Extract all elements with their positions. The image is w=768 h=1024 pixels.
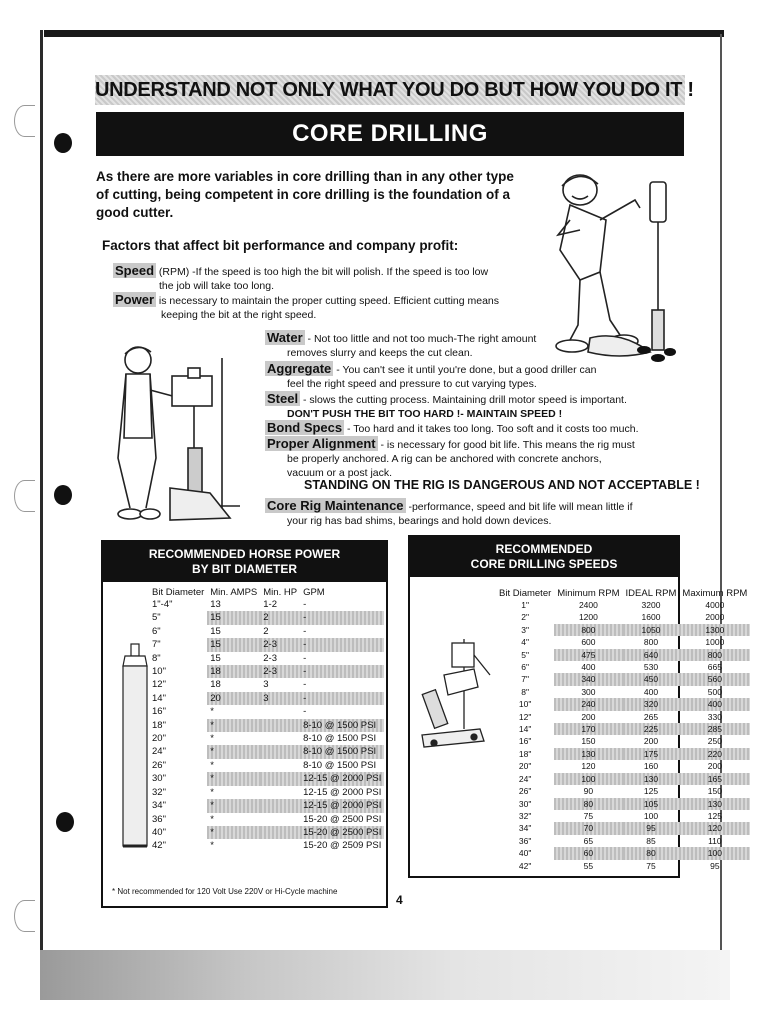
table-row	[496, 810, 750, 822]
table-cell: 60	[554, 847, 622, 859]
table-cell: 800	[643, 637, 659, 648]
table-cell: 12-15 @ 2000 PSI	[300, 772, 384, 785]
table-cell: 170	[554, 723, 622, 735]
table-cell: 20"	[152, 733, 166, 745]
horse-power-footnote: * Not recommended for 120 Volt Use 220V or Hi-Cycle machine	[112, 887, 338, 896]
table-cell	[260, 759, 300, 772]
factor-power: Power is necessary to maintain the proper cutting speed. Efficient cutting means keeping the bit at the right speed.	[115, 292, 500, 321]
table-row	[149, 772, 384, 785]
table-cell: 1-2	[263, 599, 277, 610]
table-cell: 150	[707, 786, 722, 797]
table-row	[496, 760, 750, 772]
drilling-speeds-panel-title: RECOMMENDED CORE DRILLING SPEEDS	[410, 537, 678, 577]
table-row	[149, 839, 384, 852]
table-cell: 1600	[641, 612, 661, 623]
table-cell: 24"	[518, 773, 532, 784]
factor-steel: Steel - slows the cutting process. Maintaining drill motor speed is important. DON'T PUSH THE BIT TOO HARD !- MAINTAIN SPEED !	[267, 391, 627, 420]
table-cell: 1050	[623, 624, 680, 636]
table-cell	[260, 813, 300, 826]
factor-core-rig-maintenance: Core Rig Maintenance -performance, speed and bit life will mean little if your rig has bad shims, bearings and hold down devices.	[267, 498, 633, 527]
table-cell	[260, 826, 300, 839]
table-cell: 80	[623, 847, 680, 859]
table-row	[496, 860, 750, 872]
binder-hole-middle	[54, 485, 72, 505]
table-cell: 800	[554, 624, 622, 636]
table-cell: 200	[707, 761, 722, 772]
table-cell: 65	[583, 835, 594, 846]
table-row	[149, 759, 384, 772]
table-cell: 15	[210, 652, 221, 664]
table-cell: 14"	[152, 692, 166, 704]
table-row	[149, 598, 384, 611]
table-cell: 15	[207, 638, 260, 651]
table-cell	[260, 772, 300, 785]
table-row	[149, 813, 384, 826]
table-cell	[260, 786, 300, 799]
table-cell: 225	[623, 723, 680, 735]
table-cell: 1"-4"	[152, 599, 173, 610]
table-cell: 300	[581, 686, 596, 697]
table-row	[149, 678, 384, 691]
table-cell: 3	[260, 692, 300, 705]
table-cell: -	[303, 706, 307, 718]
table-cell: 75	[646, 860, 656, 871]
table-cell: 70	[554, 822, 622, 834]
table-header-row	[149, 588, 384, 598]
table-cell: 26"	[152, 759, 166, 771]
table-cell: 3200	[641, 600, 661, 610]
factor-speed: Speed (RPM) -If the speed is too high the bit will polish. If the speed is too low the job will take too long.	[115, 263, 489, 292]
factor-term: Proper Alignment	[267, 436, 376, 451]
table-row	[496, 649, 750, 661]
table-cell: 2-3	[263, 652, 277, 664]
table-cell: *	[210, 840, 214, 852]
table-cell: 2-3	[260, 638, 300, 651]
table-row	[496, 686, 750, 698]
table-cell: 130	[623, 773, 680, 785]
table-cell: 8"	[521, 686, 529, 697]
table-cell: 500	[707, 686, 722, 697]
table-cell: 3"	[521, 624, 529, 635]
table-row	[496, 735, 750, 747]
table-cell: 2400	[578, 600, 598, 610]
table-cell: 120	[679, 822, 750, 834]
column-header: Minimum RPM	[557, 588, 620, 599]
table-cell: *	[207, 772, 260, 785]
table-cell: 475	[554, 649, 622, 661]
table-cell: 85	[646, 835, 656, 846]
table-cell: 3	[263, 679, 269, 691]
table-cell: 665	[707, 662, 722, 673]
core-bit-icon	[117, 642, 153, 852]
table-cell: 13	[210, 599, 221, 610]
page-number: 4	[396, 893, 403, 907]
column-header: IDEAL RPM	[625, 588, 677, 599]
table-cell: 15-20 @ 2509 PSI	[303, 840, 382, 852]
drilling-speeds-table	[496, 589, 750, 872]
table-cell: 600	[581, 637, 596, 648]
table-cell: *	[210, 706, 214, 718]
table-row	[496, 611, 750, 623]
factors-heading: Factors that affect bit performance and company profit:	[102, 238, 459, 253]
table-cell: -	[300, 638, 384, 651]
table-cell	[260, 799, 300, 812]
table-cell: 175	[623, 748, 680, 760]
table-cell	[260, 732, 300, 745]
scan-shadow-band	[40, 950, 730, 1000]
table-cell: 16"	[152, 706, 166, 718]
table-row	[496, 798, 750, 810]
factor-aggregate: Aggregate - You can't see it until you're done, but a good driller can feel the right speed and pressure to cut varying types.	[267, 361, 597, 390]
table-row	[496, 822, 750, 834]
table-cell: 130	[679, 798, 750, 810]
table-cell: 15-20 @ 2500 PSI	[303, 813, 382, 825]
binder-hole-bottom	[56, 812, 74, 832]
table-cell: 34"	[518, 823, 532, 834]
horse-power-panel-title: RECOMMENDED HORSE POWER BY BIT DIAMETER	[103, 542, 386, 582]
table-cell: 8-10 @ 1500 PSI	[303, 759, 377, 771]
table-cell: 100	[643, 810, 659, 821]
table-cell: 250	[707, 736, 722, 747]
table-row	[496, 673, 750, 685]
table-cell: 10"	[518, 699, 532, 710]
table-cell: -	[303, 679, 307, 691]
table-cell: 15	[207, 611, 260, 624]
table-cell: -	[300, 611, 384, 624]
table-row	[496, 785, 750, 797]
table-cell: -	[303, 652, 307, 664]
table-cell: 26"	[518, 786, 532, 797]
table-cell: 240	[554, 698, 622, 710]
table-cell: 15-20 @ 2500 PSI	[300, 826, 384, 839]
table-cell: 12"	[518, 711, 532, 722]
table-row	[149, 625, 384, 638]
table-cell: 400	[679, 698, 750, 710]
table-cell: 2"	[521, 612, 529, 623]
table-row	[149, 692, 384, 705]
factor-term: Bond Specs	[267, 420, 343, 435]
table-cell: 32"	[152, 786, 166, 798]
table-row	[496, 661, 750, 673]
table-cell: 7"	[521, 674, 529, 685]
margin-mark	[14, 480, 35, 512]
factor-term: Water	[267, 330, 303, 345]
table-cell: 330	[707, 711, 722, 722]
table-row	[149, 719, 384, 732]
rig-operator-illustration	[110, 338, 260, 528]
table-row	[496, 748, 750, 760]
table-row	[149, 799, 384, 812]
table-cell: 2	[260, 611, 300, 624]
table-cell: 160	[643, 761, 659, 772]
factor-term: Power	[115, 292, 155, 307]
drilling-speeds-panel	[408, 535, 748, 878]
margin-mark	[14, 900, 35, 932]
table-row	[149, 705, 384, 718]
page-top-edge	[44, 30, 724, 37]
table-cell: 4"	[521, 637, 529, 648]
table-cell: 10"	[152, 666, 166, 678]
table-cell: 15	[210, 625, 221, 637]
table-cell: -	[300, 665, 384, 678]
table-cell: 75	[583, 810, 594, 821]
table-row	[149, 732, 384, 745]
table-cell: 120	[581, 761, 596, 772]
table-cell: 400	[643, 686, 659, 697]
table-cell	[260, 745, 300, 758]
intro-paragraph: As there are more variables in core drilling than in any other type of cutting, being competent in core drilling is the foundation of a good cutter.	[96, 169, 514, 220]
table-cell: 130	[554, 748, 622, 760]
table-cell: *	[210, 733, 214, 745]
table-cell: 265	[643, 711, 659, 722]
table-cell: 18"	[518, 748, 532, 759]
table-row	[496, 711, 750, 723]
table-cell: *	[210, 786, 214, 798]
table-cell: 80	[554, 798, 622, 810]
table-cell: 200	[581, 711, 596, 722]
table-cell: 220	[679, 748, 750, 760]
table-row	[496, 624, 750, 636]
table-cell: *	[210, 813, 214, 825]
table-cell: 5"	[521, 649, 529, 660]
table-cell: 2-3	[260, 665, 300, 678]
table-cell: 125	[643, 786, 659, 797]
table-row	[149, 665, 384, 678]
table-row	[149, 638, 384, 651]
table-cell: 40"	[152, 826, 166, 838]
safety-warning: STANDING ON THE RIG IS DANGEROUS AND NOT ACCEPTABLE !	[304, 478, 700, 492]
table-row	[149, 826, 384, 839]
table-cell: 2	[263, 625, 269, 637]
factor-term: Speed	[115, 263, 155, 278]
table-cell	[260, 719, 300, 732]
factor-term: Aggregate	[267, 361, 332, 376]
table-cell: 340	[554, 673, 622, 685]
table-cell: 55	[583, 860, 594, 871]
table-row	[149, 652, 384, 665]
table-cell: *	[207, 745, 260, 758]
table-cell: 150	[581, 736, 596, 747]
table-cell: 100	[679, 847, 750, 859]
column-header: Min. HP	[263, 587, 298, 598]
table-cell: *	[207, 826, 260, 839]
table-cell: 8-10 @ 1500 PSI	[303, 733, 377, 745]
table-cell: 6"	[521, 662, 529, 673]
column-header: GPM	[303, 587, 325, 598]
table-row	[496, 723, 750, 735]
table-cell: 32"	[518, 810, 532, 821]
table-cell: 42"	[152, 840, 166, 852]
table-cell	[260, 705, 300, 718]
table-row	[496, 698, 750, 710]
table-row	[496, 773, 750, 785]
table-cell: 40"	[518, 848, 532, 859]
table-cell: 30"	[152, 773, 166, 785]
table-cell: 12-15 @ 2000 PSI	[300, 799, 384, 812]
table-cell: *	[207, 719, 260, 732]
table-cell: *	[210, 759, 214, 771]
table-row	[496, 835, 750, 847]
factor-term: Core Rig Maintenance	[267, 498, 404, 513]
table-cell: 18	[210, 679, 221, 691]
column-header: Maximum RPM	[682, 588, 748, 599]
table-cell: 110	[708, 835, 722, 846]
factor-bond-specs: Bond Specs - Too hard and it takes too long. Too soft and it costs too much.	[267, 420, 639, 435]
table-cell: 800	[679, 649, 750, 661]
page-banner: UNDERSTAND NOT ONLY WHAT YOU DO BUT HOW YOU DO IT !	[95, 75, 685, 105]
table-cell: 4000	[705, 600, 725, 610]
table-row	[149, 611, 384, 624]
binder-hole-top	[54, 133, 72, 153]
table-cell: 8-10 @ 1500 PSI	[300, 745, 384, 758]
table-row	[496, 847, 750, 859]
table-cell: 14"	[518, 724, 532, 735]
table-cell: 8"	[152, 652, 161, 664]
table-cell: 20	[207, 692, 260, 705]
table-cell: 640	[623, 649, 680, 661]
table-cell: 165	[679, 773, 750, 785]
table-cell: 5"	[152, 612, 161, 624]
table-cell: 18	[207, 665, 260, 678]
table-cell: 105	[623, 798, 680, 810]
table-row	[149, 786, 384, 799]
table-cell: 320	[623, 698, 680, 710]
table-cell: 2000	[705, 612, 725, 623]
table-cell: 36"	[518, 835, 532, 846]
horse-power-panel	[101, 540, 388, 908]
table-cell: 1300	[679, 624, 750, 636]
table-cell: 1200	[578, 612, 598, 623]
table-cell: 8-10 @ 1500 PSI	[300, 719, 384, 732]
table-cell	[260, 839, 300, 852]
table-cell: -	[303, 599, 307, 610]
table-cell: -	[300, 692, 384, 705]
column-header: Bit Diameter	[152, 587, 205, 598]
table-row	[496, 636, 750, 648]
table-cell: 42"	[518, 860, 532, 871]
table-header-row	[496, 589, 750, 599]
table-cell: 7"	[152, 639, 161, 651]
table-cell: 1"	[521, 600, 529, 610]
table-cell: 24"	[152, 746, 166, 758]
table-row	[496, 599, 750, 611]
column-header: Min. AMPS	[210, 587, 258, 598]
table-cell: 400	[581, 662, 596, 673]
table-cell: 12-15 @ 2000 PSI	[303, 786, 382, 798]
table-cell: 30"	[518, 798, 532, 809]
column-header: Bit Diameter	[499, 588, 552, 599]
table-cell: -	[303, 625, 307, 637]
table-cell: 200	[643, 736, 659, 747]
table-cell: 95	[710, 860, 720, 871]
table-cell: 285	[679, 723, 750, 735]
table-cell: 16"	[518, 736, 532, 747]
core-rig-icon	[414, 629, 494, 749]
page-title: CORE DRILLING	[96, 112, 684, 156]
table-cell: 100	[554, 773, 622, 785]
table-cell: 530	[643, 662, 659, 673]
table-cell: 90	[583, 786, 594, 797]
margin-mark	[14, 105, 35, 137]
table-cell: 560	[679, 673, 750, 685]
table-cell: 125	[707, 810, 722, 821]
table-row	[149, 745, 384, 758]
table-cell: 34"	[152, 800, 166, 812]
table-cell: 6"	[152, 625, 161, 637]
table-cell: 36"	[152, 813, 166, 825]
table-cell: *	[207, 799, 260, 812]
table-cell: 95	[623, 822, 680, 834]
table-cell: 18"	[152, 719, 166, 731]
table-cell: 12"	[152, 679, 166, 691]
factor-proper-alignment: Proper Alignment - is necessary for good bit life. This means the rig must be properly anchored. A rig can be anchored with concrete anchors, vacuum or a post jack.	[267, 436, 635, 479]
table-cell: 450	[623, 673, 680, 685]
factor-water: Water - Not too little and not too much-The right amount removes slurry and keeps the cut clean.	[267, 330, 537, 359]
page-left-edge	[40, 30, 43, 995]
table-cell: 20"	[518, 761, 532, 772]
horse-power-table	[149, 588, 384, 853]
table-cell: 1000	[705, 637, 725, 648]
factor-term: Steel	[267, 391, 299, 406]
